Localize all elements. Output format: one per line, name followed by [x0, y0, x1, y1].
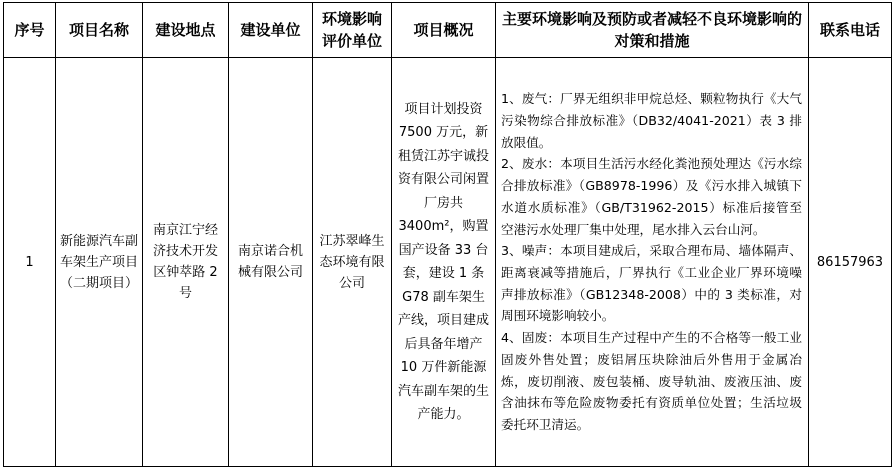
- cell-evaluator: 江苏翠峰生态环境有限公司: [313, 58, 392, 467]
- measure-solid-waste: 4、固废：本项目生产过程中产生的不合格等一般工业固废外售处置；废铝屑压块除油后外售用于金属冶炼，废切削液、废包装桶、废导轨油、废液压油、废含油抹布等危险废物委托有资质单位处置；生活垃圾委托环卫清运。: [501, 330, 802, 432]
- header-location: 建设地点: [143, 3, 229, 58]
- cell-phone: 86157963: [809, 58, 892, 467]
- header-evaluator: 环境影响评价单位: [313, 3, 392, 58]
- cell-location: 南京江宁经济技术开发区钟萃路 2 号: [143, 58, 229, 467]
- project-table: [3, 2, 892, 467]
- cell-seq: 1: [4, 58, 56, 467]
- header-overview: 项目概况: [392, 3, 496, 58]
- measure-air: 1、废气：厂界无组织非甲烷总烃、颗粒物执行《大气污染物综合排放标准》（DB32/4041-2021）表 3 排放限值。: [501, 91, 802, 150]
- table-row: [4, 58, 892, 467]
- measure-noise: 3、噪声：本项目建成后，采取合理布局、墙体隔声、距离衰减等措施后，厂界执行《工业企业厂界环境噪声排放标准》（GB12348-2008）中的 3 类标准，对周围环境影响较小。: [501, 243, 802, 324]
- header-seq: 序号: [4, 3, 56, 58]
- cell-builder: 南京诺合机械有限公司: [229, 58, 313, 467]
- measure-water: 2、废水：本项目生活污水经化粪池预处理达《污水综合排放标准》（GB8978-1996）及《污水排入城镇下水道水质标准》（GB/T31962-2015）标准后接管至空港污水处理厂集中处理，尾水排入云台山河。: [501, 156, 802, 237]
- header-builder: 建设单位: [229, 3, 313, 58]
- header-measures: 主要环境影响及预防或者减轻不良环境影响的对策和措施: [496, 3, 809, 58]
- cell-overview: 项目计划投资 7500 万元，新租赁江苏宇诚投资有限公司闲置厂房共 3400m²，购置国产设备 33 台套，建设 1 条 G78 副车架生产线，项目建成后具备年增产 10 万件新能源汽车副车架的生产能力。: [392, 58, 496, 467]
- cell-measures: [496, 58, 809, 467]
- header-row: [4, 3, 892, 58]
- header-project-name: 项目名称: [56, 3, 143, 58]
- header-phone: 联系电话: [809, 3, 892, 58]
- cell-project-name: 新能源汽车副车架生产项目（二期项目）: [56, 58, 143, 467]
